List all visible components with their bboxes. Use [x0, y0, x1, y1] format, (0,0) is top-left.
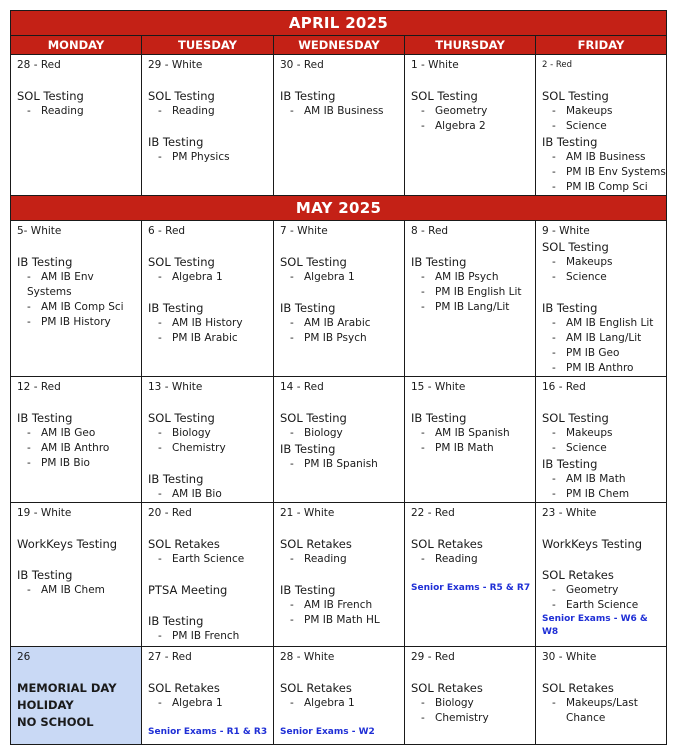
event-item: - Science [542, 441, 666, 456]
event-title: IB Testing [148, 301, 204, 315]
day-cell-may-15 [405, 377, 536, 503]
event-item: - PM IB History [17, 315, 141, 330]
weekday-friday: FRIDAY [536, 36, 667, 55]
event-item: - Algebra 1 [148, 270, 273, 285]
day-date: 20 - Red [148, 507, 192, 519]
day-cell-apr-28 [11, 55, 142, 196]
event-item: - Reading [148, 104, 273, 119]
event-item: - Reading [17, 104, 141, 119]
event-title: IB Testing [148, 472, 204, 486]
event-title: PTSA Meeting [148, 583, 228, 597]
event-item: - Earth Science [542, 598, 666, 613]
senior-exams-note: Senior Exams - R5 & R7 [411, 583, 531, 593]
event-title: SOL Retakes [411, 537, 483, 551]
event-title: SOL Retakes [280, 681, 352, 695]
event-title: IB Testing [542, 457, 598, 471]
day-date: 2 - Red [542, 60, 573, 70]
day-cell-apr-29 [142, 55, 274, 196]
event-item: - Biology [148, 426, 273, 441]
event-title: SOL Retakes [148, 681, 220, 695]
senior-exams-note: Senior Exams - W2 [280, 727, 375, 737]
event-item: - Reading [411, 552, 535, 567]
event-title: IB Testing [148, 614, 204, 628]
event-item: - Makeups/Last [542, 696, 666, 711]
day-cell-apr-30 [274, 55, 405, 196]
day-date: 30 - White [542, 651, 597, 663]
day-date: 19 - White [17, 507, 72, 519]
event-item: - AM IB Env Systems [17, 270, 141, 300]
day-date: 6 - Red [148, 225, 186, 237]
day-date: 22 - Red [411, 507, 455, 519]
day-cell-may-2 [536, 55, 667, 196]
event-item: - AM IB Psych [411, 270, 535, 285]
event-item: - Geometry [542, 583, 666, 598]
event-title: IB Testing [148, 135, 204, 149]
calendar-table [10, 10, 667, 745]
event-title: SOL Testing [280, 411, 347, 425]
event-item: - AM IB Math [542, 472, 666, 487]
day-date: 12 - Red [17, 381, 61, 393]
event-item: - Makeups [542, 255, 666, 270]
event-title: IB Testing [542, 135, 598, 149]
event-title: IB Testing [411, 255, 467, 269]
event-item: - AM IB History [148, 316, 273, 331]
event-item: - Biology [411, 696, 535, 711]
event-item: - Biology [280, 426, 404, 441]
day-date: 21 - White [280, 507, 335, 519]
event-title: SOL Testing [17, 89, 84, 103]
event-item: - AM IB Bio [148, 487, 273, 502]
event-item: - AM IB Chem [17, 583, 141, 598]
day-cell-may-6 [142, 221, 274, 377]
day-cell-may-16 [536, 377, 667, 503]
day-cell-may-20 [142, 503, 274, 647]
day-cell-may-7 [274, 221, 405, 377]
event-title: IB Testing [280, 583, 336, 597]
day-date: 15 - White [411, 381, 466, 393]
day-cell-may-9 [536, 221, 667, 377]
holiday-label: MEMORIAL DAY [17, 681, 117, 695]
event-item: - PM IB Spanish [280, 457, 404, 472]
event-item: - PM IB English Lit [411, 285, 535, 300]
event-item: - AM IB French [280, 598, 404, 613]
event-item: - PM IB Math HL [280, 613, 404, 628]
day-cell-may-12 [11, 377, 142, 503]
event-title: IB Testing [280, 89, 336, 103]
event-title: SOL Testing [411, 89, 478, 103]
event-item: - PM IB Psych [280, 331, 404, 346]
day-date: 1 - White [411, 59, 459, 71]
event-title: IB Testing [17, 255, 73, 269]
event-item: - Chemistry [411, 711, 535, 726]
event-item: - Algebra 2 [411, 119, 535, 134]
event-item: - Makeups [542, 104, 666, 119]
day-cell-may-8 [405, 221, 536, 377]
event-title: SOL Retakes [280, 537, 352, 551]
day-date: 13 - White [148, 381, 203, 393]
event-item: - Algebra 1 [148, 696, 273, 711]
event-item-continued: Chance [566, 712, 606, 724]
event-item: - AM IB Spanish [411, 426, 535, 441]
day-date: 23 - White [542, 507, 597, 519]
event-title: IB Testing [542, 301, 598, 315]
event-title: WorkKeys Testing [542, 537, 643, 551]
event-title: SOL Testing [280, 255, 347, 269]
event-item: - Reading [280, 552, 404, 567]
weekday-monday: MONDAY [11, 36, 142, 55]
day-cell-may-29 [405, 647, 536, 745]
event-item: - PM IB Env Systems [542, 165, 666, 180]
weekday-wednesday: WEDNESDAY [274, 36, 405, 55]
day-date: 29 - Red [411, 651, 455, 663]
holiday-label: NO SCHOOL [17, 715, 94, 729]
event-item: - Science [542, 119, 666, 134]
event-item: - Algebra 1 [280, 696, 404, 711]
day-date: 5- White [17, 225, 62, 237]
event-item: - PM IB Bio [17, 456, 141, 471]
day-date: 7 - White [280, 225, 328, 237]
event-item: - AM IB Business [280, 104, 404, 119]
event-title: SOL Testing [542, 89, 609, 103]
weekday-tuesday: TUESDAY [142, 36, 274, 55]
day-date: 8 - Red [411, 225, 449, 237]
day-date: 26 [17, 651, 31, 663]
day-date: 9 - White [542, 225, 590, 237]
event-title: SOL Retakes [411, 681, 483, 695]
event-title: SOL Testing [148, 255, 215, 269]
event-item: - PM IB Comp Sci [542, 180, 666, 195]
day-cell-may-23 [536, 503, 667, 647]
event-item: - AM IB English Lit [542, 316, 666, 331]
event-item: - Geometry [411, 104, 535, 119]
event-item: - PM IB Geo [542, 346, 666, 361]
day-cell-may-27 [142, 647, 274, 745]
event-item: - PM IB Arabic [148, 331, 273, 346]
event-title: SOL Testing [542, 411, 609, 425]
day-date: 27 - Red [148, 651, 192, 663]
day-cell-may-19 [11, 503, 142, 647]
senior-exams-note: Senior Exams - W6 & W8 [542, 614, 648, 637]
event-title: SOL Testing [148, 89, 215, 103]
event-item: - Science [542, 270, 666, 285]
event-item: - PM IB Math [411, 441, 535, 456]
event-item: - AM IB Comp Sci [17, 300, 141, 315]
event-item: - PM IB Chem [542, 487, 666, 502]
day-cell-may-5 [11, 221, 142, 377]
event-item: - PM IB French [148, 629, 273, 644]
event-item: - Earth Science [148, 552, 273, 567]
day-cell-may-21 [274, 503, 405, 647]
event-item: - Chemistry [148, 441, 273, 456]
day-cell-may-22 [405, 503, 536, 647]
day-cell-may-28 [274, 647, 405, 745]
month-title-april: APRIL 2025 [11, 11, 667, 36]
senior-exams-note: Senior Exams - R1 & R3 [148, 727, 268, 737]
day-cell-may-26-holiday [11, 647, 142, 745]
day-date: 28 - White [280, 651, 335, 663]
event-title: SOL Retakes [148, 537, 220, 551]
day-cell-may-30 [536, 647, 667, 745]
event-title: WorkKeys Testing [17, 537, 118, 551]
event-title: SOL Retakes [542, 681, 614, 695]
day-date: 28 - Red [17, 59, 61, 71]
event-item: - PM IB Lang/Lit [411, 300, 535, 315]
event-item: - PM Physics [148, 150, 273, 165]
event-item: - AM IB Anthro [17, 441, 141, 456]
event-title: IB Testing [280, 442, 336, 456]
event-item: - AM IB Arabic [280, 316, 404, 331]
weekday-thursday: THURSDAY [405, 36, 536, 55]
event-title: IB Testing [17, 568, 73, 582]
day-date: 30 - Red [280, 59, 324, 71]
holiday-label: HOLIDAY [17, 698, 74, 712]
event-title: SOL Retakes [542, 568, 614, 582]
event-item: - PM IB Anthro [542, 361, 666, 376]
event-title: SOL Testing [148, 411, 215, 425]
event-item: - AM IB Geo [17, 426, 141, 441]
day-cell-may-1 [405, 55, 536, 196]
event-item: - Algebra 1 [280, 270, 404, 285]
event-title: IB Testing [411, 411, 467, 425]
event-item: - Makeups [542, 426, 666, 441]
event-item: - AM IB Business [542, 150, 666, 165]
event-item: - AM IB Lang/Lit [542, 331, 666, 346]
month-title-may: MAY 2025 [11, 196, 667, 221]
event-title: IB Testing [280, 301, 336, 315]
day-date: 29 - White [148, 59, 203, 71]
day-date: 14 - Red [280, 381, 324, 393]
event-title: IB Testing [17, 411, 73, 425]
day-date: 16 - Red [542, 381, 586, 393]
event-title: SOL Testing [542, 240, 609, 254]
day-cell-may-14 [274, 377, 405, 503]
day-cell-may-13 [142, 377, 274, 503]
